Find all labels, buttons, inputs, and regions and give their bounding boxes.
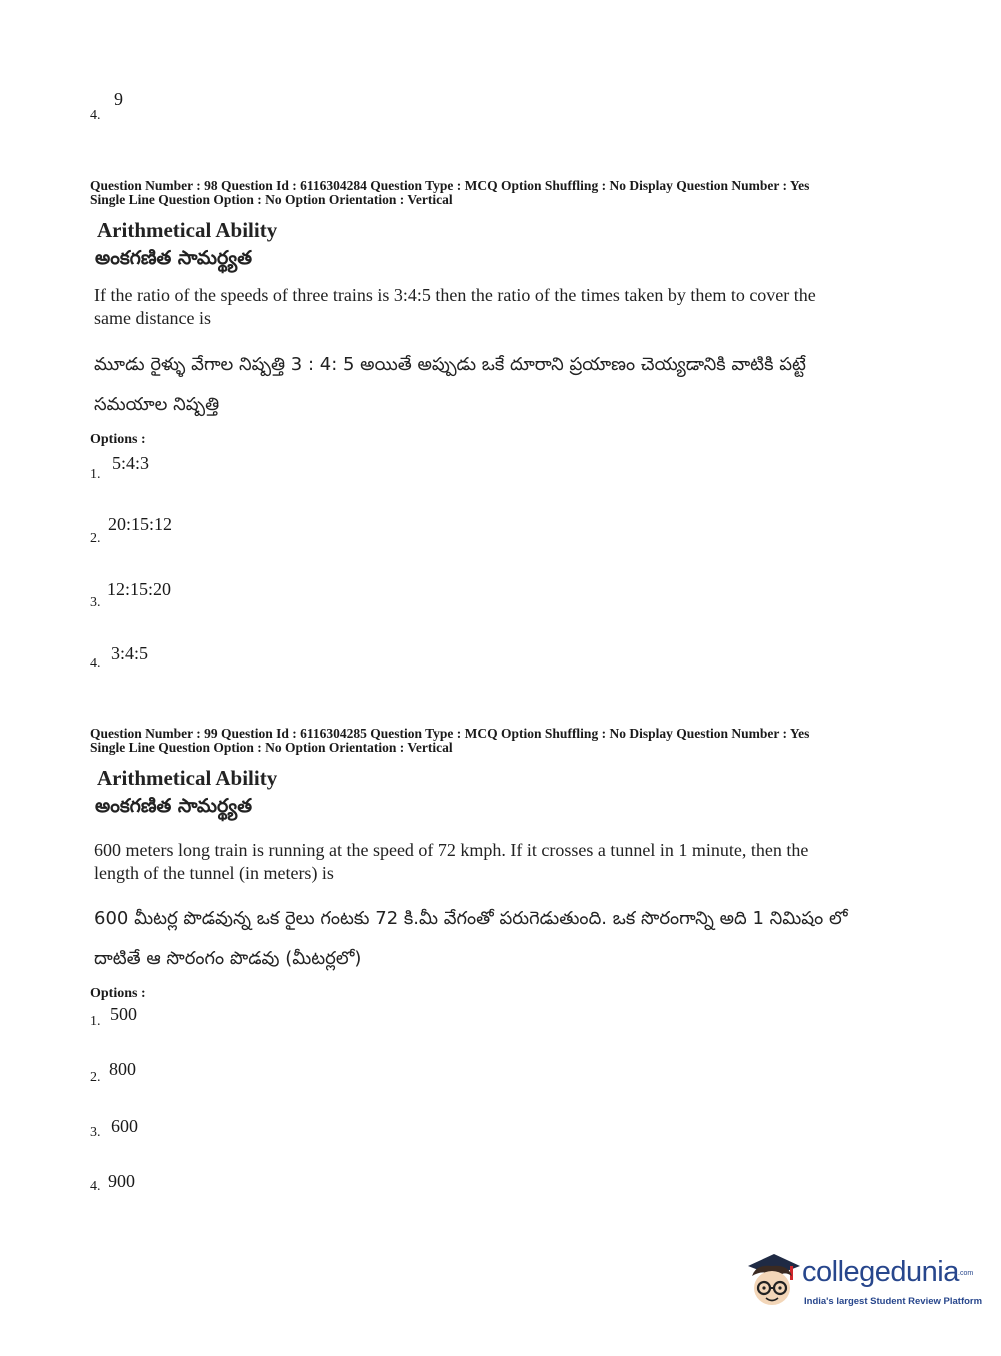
question-99-meta-line2: Single Line Question Option : No Option Orientation : Vertical xyxy=(90,740,453,755)
question-99-options-label: Options : xyxy=(90,986,146,1001)
question-98-section-en: Arithmetical Ability xyxy=(97,218,278,242)
collegedunia-logo xyxy=(742,1250,983,1320)
option-number: 2. xyxy=(90,531,101,546)
question-98-text-te: మూడు రైళ్ళు వేగాల నిష్పత్తి 3 : 4: 5 అయితే అప్పుడు ఒకే దూరాని ప్రయాణం చెయ్యడానికి వాటికి పట్టే సమయాల నిష్పత్తి xyxy=(94,354,806,415)
option-value: 900 xyxy=(108,1171,135,1191)
option-number: 4. xyxy=(90,656,101,671)
question-99-section-en: Arithmetical Ability xyxy=(97,766,278,790)
question-98-section-te: అంకగణిత సామర్థ్యత xyxy=(95,247,253,269)
question-98-options-label: Options : xyxy=(90,432,146,447)
question-98-meta-line2: Single Line Question Option : No Option Orientation : Vertical xyxy=(90,192,453,207)
option-number: 1. xyxy=(90,467,101,482)
question-98-text-en: If the ratio of the speeds of three trains is 3:4:5 then the ratio of the times taken by them to cover the same distance is xyxy=(94,285,816,328)
option-number: 2. xyxy=(90,1070,101,1085)
option-value: 5:4:3 xyxy=(112,453,150,473)
question-98-meta-line1: Question Number : 98 Question Id : 6116304284 Question Type : MCQ Option Shuffling : No Display Question Number : Yes xyxy=(90,178,810,193)
question-99-section-te: అంకగణిత సామర్థ్యత xyxy=(95,795,253,817)
option-number: 4. xyxy=(90,1179,101,1194)
prev-option-value: 9 xyxy=(114,89,123,109)
option-number: 3. xyxy=(90,595,101,610)
question-99-text-te: 600 మీటర్ల పొడవున్న ఒక రైలు గంటకు 72 కి.మీ వేగంతో పరుగెడుతుంది. ఒక సొరంగాన్ని అది 1 నిమిషం లో దాటితే ఆ సొరంగం పొడవు (మీటర్లలో) xyxy=(94,908,848,969)
option-value: 20:15:12 xyxy=(108,514,173,534)
option-value: 12:15:20 xyxy=(107,579,172,599)
option-value: 800 xyxy=(109,1059,136,1079)
logo-wordmark: collegedunia xyxy=(802,1256,959,1288)
mascot-icon xyxy=(742,1250,804,1312)
question-99-meta-line1: Question Number : 99 Question Id : 6116304285 Question Type : MCQ Option Shuffling : No Display Question Number : Yes xyxy=(90,726,810,741)
prev-option-number: 4. xyxy=(90,108,101,123)
logo-tagline: India's largest Student Review Platform xyxy=(804,1296,983,1307)
option-number: 3. xyxy=(90,1125,101,1140)
question-99-text-en: 600 meters long train is running at the speed of 72 kmph. If it crosses a tunnel in 1 minute, then the length of the tunnel (in meters) is xyxy=(94,840,809,883)
option-number: 1. xyxy=(90,1014,101,1029)
option-value: 500 xyxy=(110,1004,137,1024)
option-value: 3:4:5 xyxy=(111,643,149,663)
logo-suffix: .com xyxy=(958,1270,974,1277)
option-value: 600 xyxy=(111,1116,138,1136)
